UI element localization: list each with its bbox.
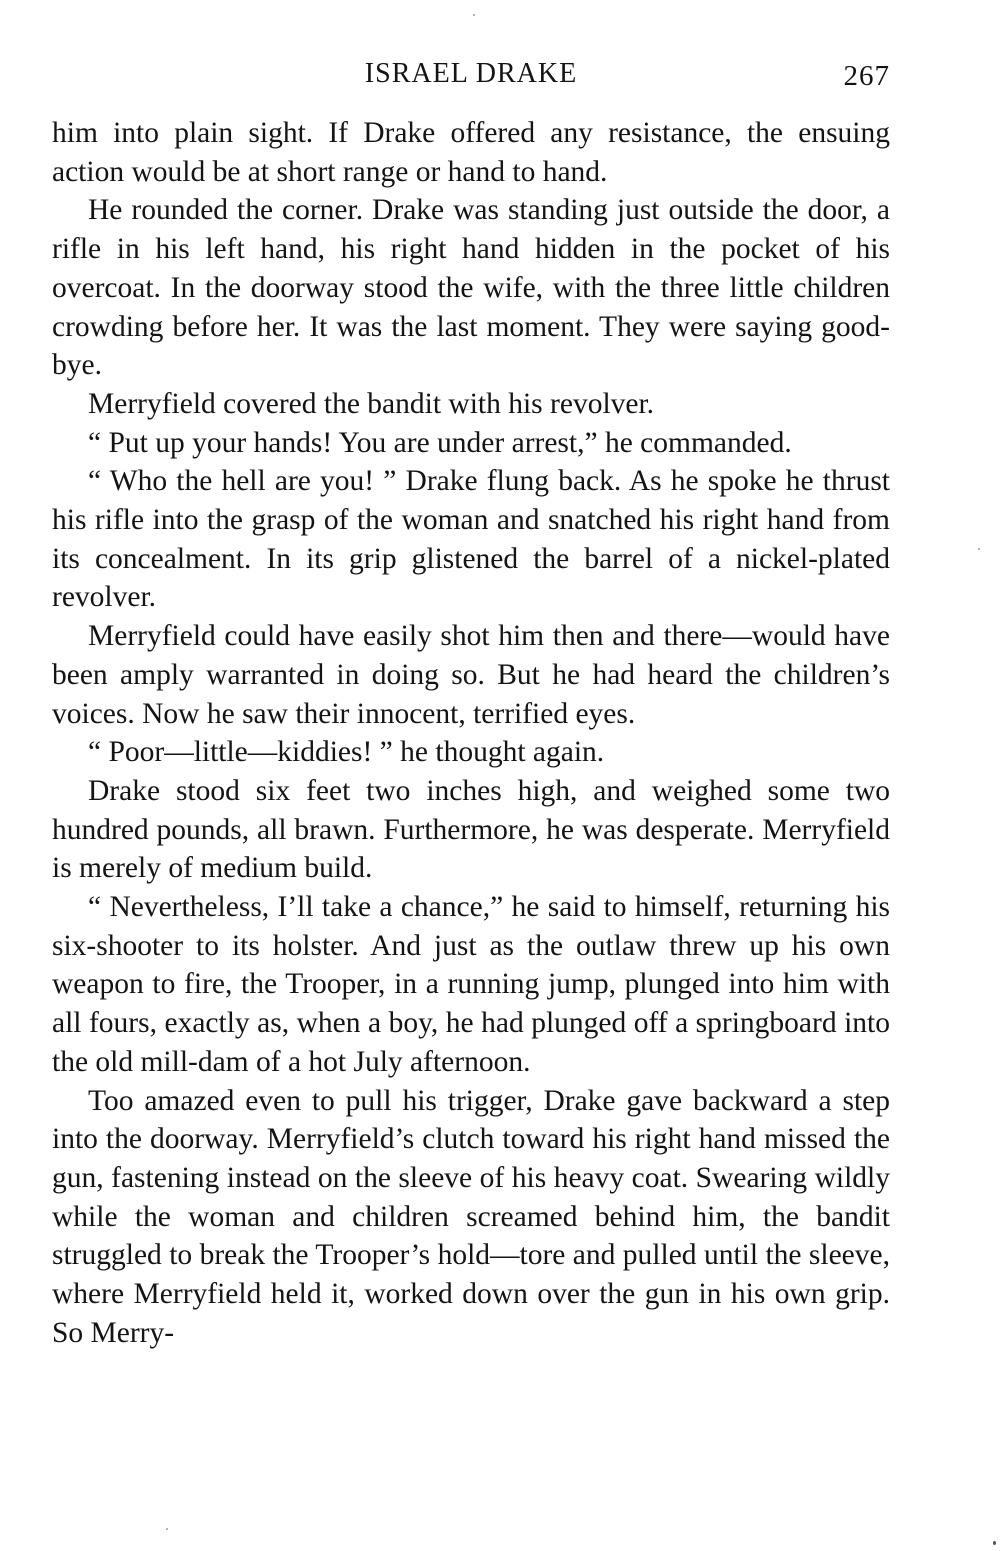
book-page (52, 58, 890, 1353)
page-number: 267 (843, 60, 890, 92)
paragraph: him into plain sight. If Drake offered any resistance, the ensuing action would be at short range or hand to hand. (52, 117, 890, 188)
paragraph: “ Nevertheless, I’ll take a chance,” he said to himself, returning his six-shooter to its holster. And just as the outlaw threw up his own weapon to fire, the Trooper, in a running jump, plunged into him with all fours, exactly as, when a boy, he had plunged off a springboard into the old mill-dam of a hot July afternoon. (52, 891, 890, 1078)
paragraph: “ Poor—little—kiddies! ” he thought again. (88, 736, 605, 769)
paragraph: Drake stood six feet two inches high, and weighed some two hundred pounds, all brawn. Furthermore, he was desperate. Merryfield is merely of medium build. (52, 774, 890, 885)
scan-speck (473, 14, 475, 16)
scan-speck (978, 548, 980, 550)
paragraph: Too amazed even to pull his trigger, Drake gave backward a step into the doorway. Merryfield’s clutch toward his right hand missed the gun, fastening instead on the sleeve of his heavy coat. Swearing wildly while the woman and children screamed behind him, the bandit struggled to break the Trooper’s hold—tore and pulled until the sleeve, where Merryfield held it, worked down over the gun in his own grip. So Merry- (52, 1084, 890, 1349)
scan-speck (166, 1528, 168, 1530)
paragraph: Merryfield could have easily shot him then and there—would have been amply warranted in doing so. But he had heard the children’s voices. Now he saw their innocent, terrified eyes. (52, 620, 890, 730)
paragraph: Merryfield covered the bandit with his revolver. (88, 387, 655, 420)
body-text (52, 114, 890, 1353)
running-head (52, 58, 890, 98)
paragraph: He rounded the corner. Drake was standing just outside the door, a rifle in his left hand, his right hand hidden in the pocket of his overcoat. In the doorway stood the wife, with the three little children crowding before her. It was the last moment. They were saying good-bye. (52, 194, 890, 382)
running-title: ISRAEL DRAKE (364, 58, 578, 89)
paragraph: “ Put up your hands! You are under arrest,” he commanded. (88, 426, 792, 459)
scan-speck (993, 1541, 996, 1545)
paragraph: “ Who the hell are you! ” Drake flung back. As he spoke he thrust his rifle into the grasp of the woman and snatched his right hand from its concealment. In its grip glistened the barrel of a nickel-plated revolver. (52, 465, 890, 614)
